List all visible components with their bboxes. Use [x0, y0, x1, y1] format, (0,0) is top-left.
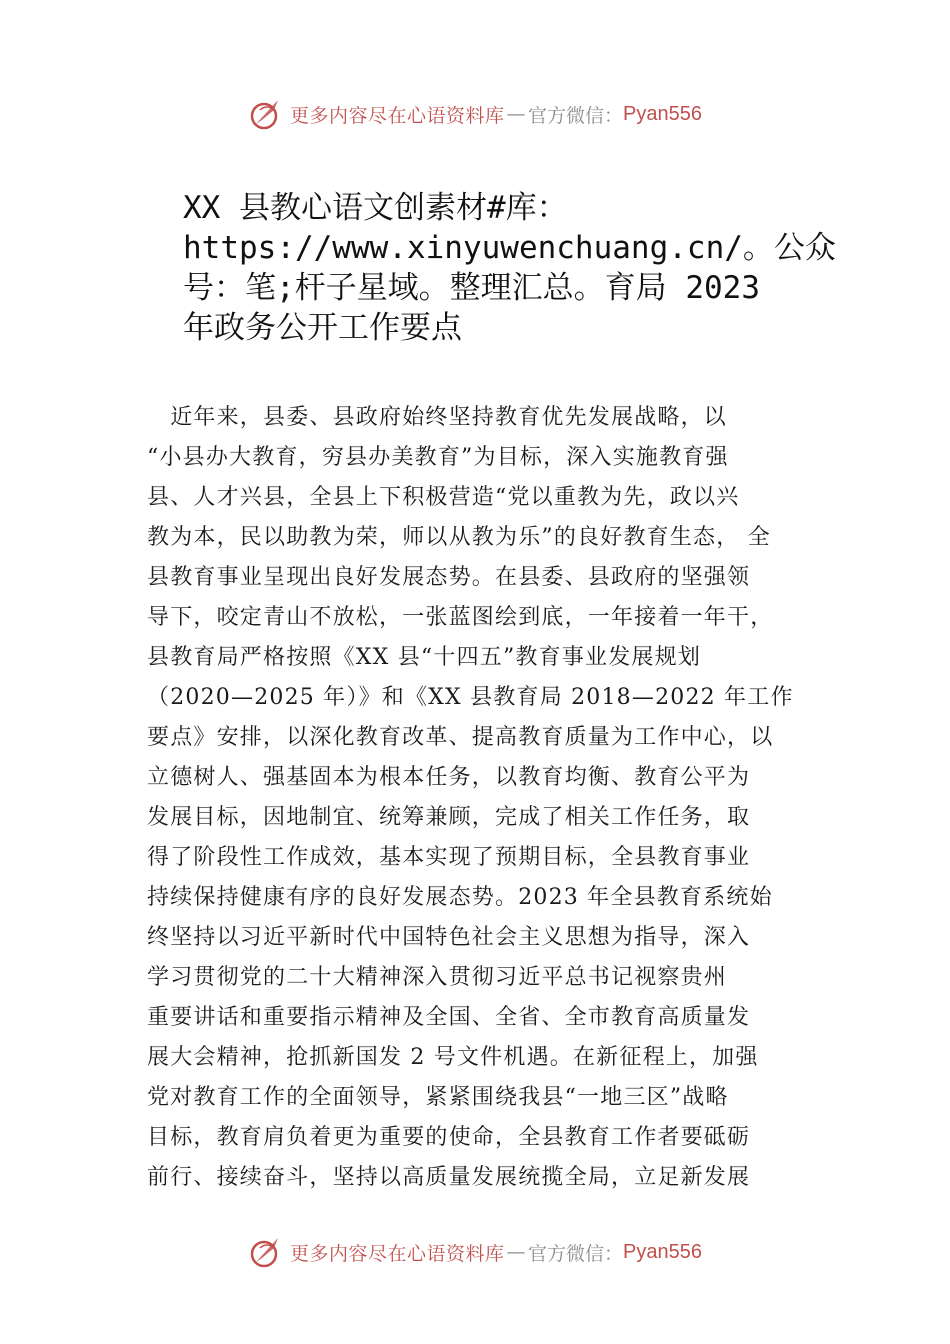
body-line: 学习贯彻党的二十大精神深入贯彻习近平总书记视察贵州 [147, 965, 728, 990]
title-line: 年政务公开工作要点 [183, 310, 462, 346]
body-line: 发展目标，因地制宜、统筹兼顾，完成了相关工作任务，取 [147, 805, 751, 830]
banner-wechat-id: Pyan556 [623, 102, 702, 125]
body-line: 目标，教育肩负着更为重要的使命，全县教育工作者要砥砺 [147, 1125, 751, 1150]
footer-banner [0, 1232, 950, 1272]
body-line: 终坚持以习近平新时代中国特色社会主义思想为指导，深入 [147, 925, 751, 950]
body-line: 教为本，民以助教为荣，师以从教为乐”的良好教育生态， 全 [147, 525, 771, 550]
banner-separator: — [506, 1241, 527, 1263]
body-line: 立德树人、强基固本为根本任务，以教育均衡、教育公平为 [147, 765, 751, 790]
quill-logo-icon [248, 1234, 284, 1270]
body-line: 县教育事业呈现出良好发展态势。在县委、县政府的坚强领 [147, 565, 751, 590]
body-line: 党对教育工作的全面领导，紧紧围绕我县“一地三区”战略 [147, 1085, 729, 1110]
body-line: 持续保持健康有序的良好发展态势。2023 年全县教育系统始 [147, 885, 773, 910]
body-line: 近年来，县委、县政府始终坚持教育优先发展战略，以 [147, 405, 728, 430]
body-paragraph [147, 398, 819, 1198]
banner-separator: — [506, 103, 527, 125]
banner-wechat-id: Pyan556 [623, 1240, 702, 1263]
title-line: 号：笔;杆子星域。整理汇总。育局 2023 [183, 270, 760, 306]
document-title [183, 188, 836, 348]
body-line: 县、人才兴县，全县上下积极营造“党以重教为先，政以兴 [147, 485, 740, 510]
banner-slogan: 更多内容尽在心语资料库 [290, 1242, 505, 1265]
body-line: 要点》安排，以深化教育改革、提高教育质量为工作中心，以 [147, 725, 774, 750]
title-line: https://www.xinyuwenchuang.cn/。公众 [183, 230, 836, 266]
body-line: 前行、接续奋斗，坚持以高质量发展统揽全局，立足新发展 [147, 1165, 751, 1190]
body-line: 重要讲话和重要指示精神及全国、全省、全市教育高质量发 [147, 1005, 751, 1030]
banner-slogan: 更多内容尽在心语资料库 [290, 104, 505, 127]
body-line: （2020—2025 年）》和《XX 县教育局 2018—2022 年工作 [147, 685, 794, 710]
header-banner [0, 94, 950, 134]
quill-logo-icon [248, 96, 284, 132]
title-line: XX 县教心语文创素材#库： [183, 190, 568, 226]
banner-wechat-label: 官方微信： [528, 1242, 624, 1265]
body-line: “小县办大教育，穷县办美教育”为目标，深入实施教育强 [147, 445, 729, 470]
banner-wechat-label: 官方微信： [528, 104, 624, 127]
body-line: 导下，咬定青山不放松，一张蓝图绘到底，一年接着一年干， [147, 605, 774, 630]
body-line: 得了阶段性工作成效，基本实现了预期目标，全县教育事业 [147, 845, 751, 870]
body-line: 展大会精神，抢抓新国发 2 号文件机遇。在新征程上，加强 [147, 1045, 759, 1070]
body-line: 县教育局严格按照《XX 县“十四五”教育事业发展规划 [147, 645, 702, 670]
